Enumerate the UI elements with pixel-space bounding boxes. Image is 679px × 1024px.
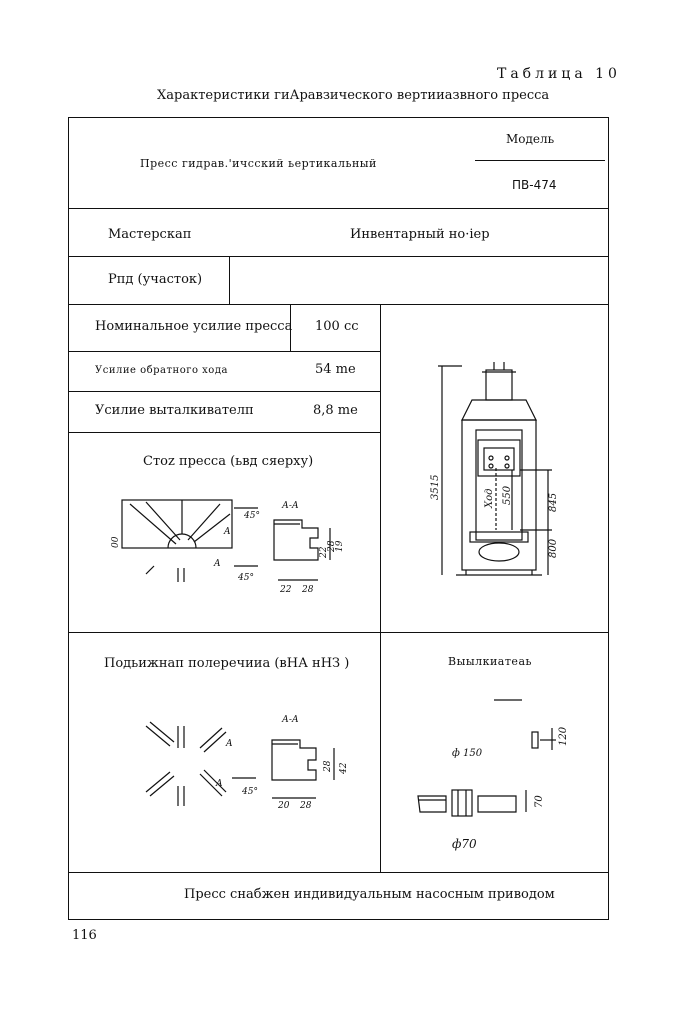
- section-label: Рпд (участок): [108, 272, 203, 287]
- workshop-label: Мастерскап: [108, 227, 192, 242]
- spec-return-force-label: Усилие обратного хода: [95, 365, 228, 376]
- slide-plan-bottom-dim-2: 28: [300, 801, 312, 811]
- dim-stroke-label: Ход: [484, 488, 495, 508]
- slide-plan-mark-2: A: [216, 779, 223, 789]
- table-plan-title: Стоz пресса (ьвд сяерху): [143, 454, 314, 469]
- slide-plan-title: Подьижнап полеречииа (вНА нНЗ ): [104, 656, 350, 671]
- page-number: 116: [72, 928, 97, 943]
- table-plan-bottom-dim-2: 28: [302, 585, 314, 595]
- table-plan-slot-dim-2: 28: [327, 540, 337, 552]
- table-plan-angle-1: 45°: [244, 511, 260, 521]
- dim-height-total: 3515: [430, 474, 441, 500]
- table-plan-mark-1: A: [224, 527, 231, 537]
- slide-plan-slot-dim-2: 42: [339, 762, 349, 774]
- table-plan-section-label: А-А: [282, 501, 299, 511]
- slide-plan-angle: 45°: [242, 787, 258, 797]
- table-caption: Характеристики гиАравзического вертииазвного пресса: [157, 88, 550, 103]
- ejector-height-2: 70: [534, 795, 545, 808]
- table-plan-mark-2: A: [214, 559, 221, 569]
- table-plan-slot-dim-1: 22: [319, 546, 329, 558]
- inventory-label: Инвентарный но·іер: [350, 227, 490, 242]
- ejector-diameter-1: ф 150: [452, 748, 483, 759]
- spec-return-force-value: 54 me: [315, 362, 356, 377]
- ejector-title: Выылкиатеаь: [448, 655, 532, 668]
- table-label: Таблица 10: [497, 66, 621, 82]
- ejector-diameter-2: ф70: [452, 837, 477, 851]
- footer-text: Пресс снабжен индивидуальным насосным приводом: [184, 887, 555, 902]
- spec-nominal-force-value: 100 сс: [315, 319, 359, 334]
- model-label: Модель: [506, 132, 555, 146]
- model-value: ПВ-474: [512, 178, 557, 192]
- dim-845: 845: [548, 492, 559, 512]
- slide-plan-slot-dim-1: 28: [323, 760, 333, 772]
- slide-plan-mark-1: A: [226, 739, 233, 749]
- slide-plan-bottom-dim-1: 20: [278, 801, 290, 811]
- table-plan-side-dim: 00: [111, 536, 121, 548]
- dim-stroke-550: 550: [502, 485, 513, 505]
- table-plan-angle-2: 45°: [238, 573, 254, 583]
- spec-ejector-force-label: Усилие выталкивателп: [95, 403, 254, 418]
- dim-800: 800: [548, 538, 559, 558]
- slide-plan-section-label: А-А: [282, 715, 299, 725]
- press-name: Пресс гидрав.'ичсский ьертикальный: [140, 157, 377, 170]
- spec-ejector-force-value: 8,8 me: [313, 403, 358, 418]
- spec-nominal-force-label: Номинальное усилие пресса: [95, 319, 293, 334]
- ejector-height-1: 120: [558, 726, 569, 746]
- table-plan-slot-dim-3: 19: [335, 540, 345, 552]
- table-plan-bottom-dim-1: 22: [280, 585, 292, 595]
